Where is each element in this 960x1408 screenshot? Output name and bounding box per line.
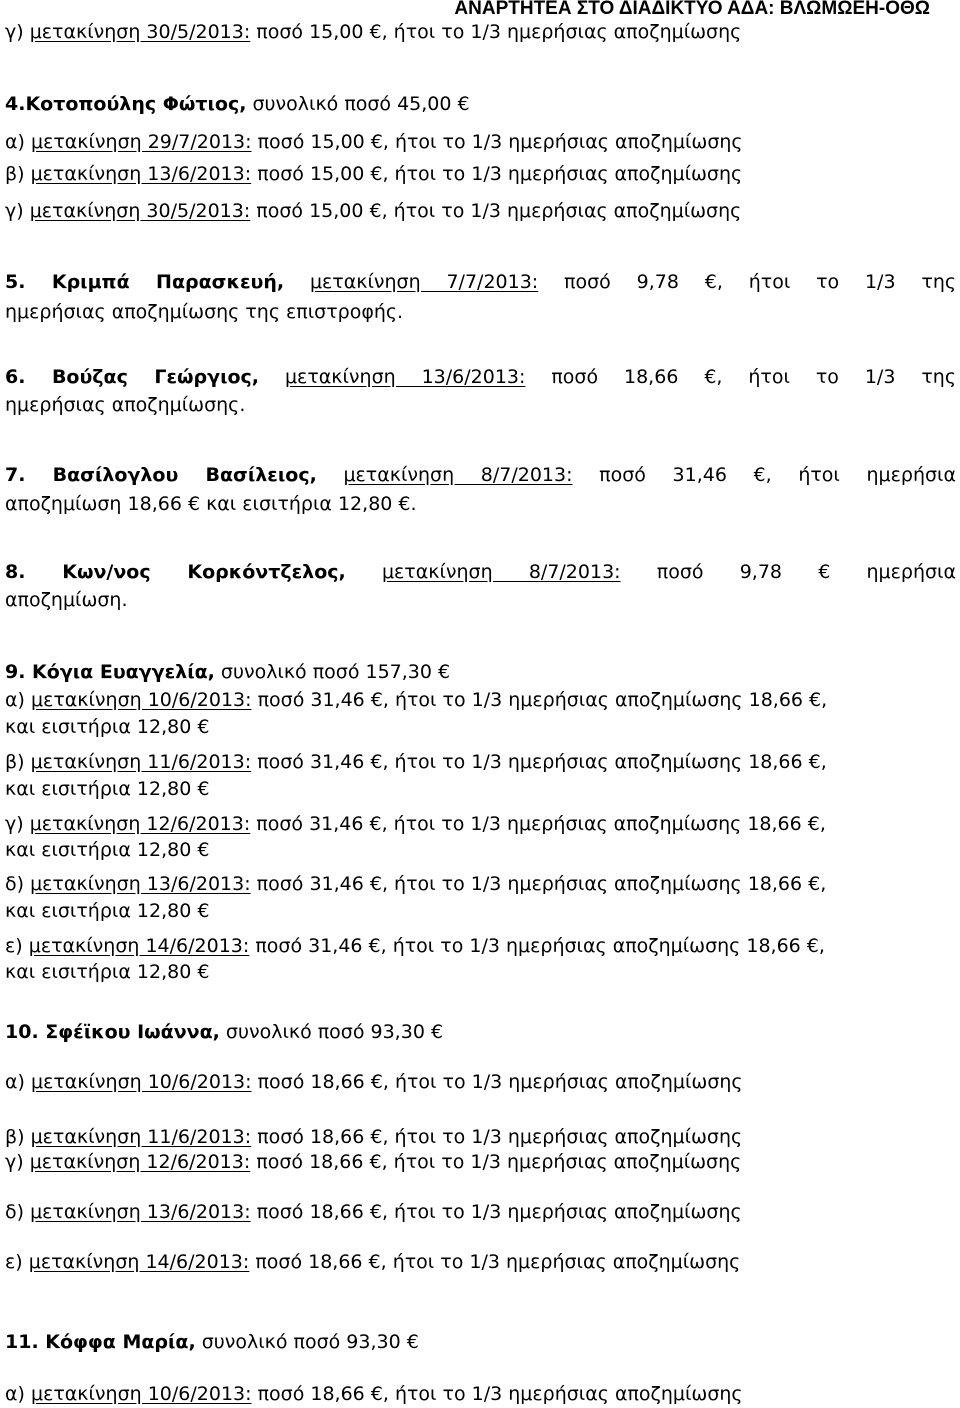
line-pre: α) — [5, 1071, 31, 1093]
line-rest: ποσό 18,66 €, ήτοι το 1/3 ημερήσιας αποζημίωσης — [249, 1251, 741, 1273]
line-rest: ποσό 18,66 €, ήτοι το 1/3 ημερήσιας αποζημίωσης — [251, 1126, 743, 1148]
line-pre: β) — [5, 751, 31, 773]
line-link: μετακίνηση 12/6/2013: — [29, 813, 251, 835]
text-line-l24 — [5, 960, 956, 984]
line-rest: ποσό 15,00 €, ήτοι το 1/3 ημερήσιας αποζημίωσης — [251, 131, 743, 153]
line-num: 7. Βασίλογλου Βασίλειος, — [5, 464, 317, 486]
line-rest: συνολικό ποσό 45,00 € — [246, 93, 470, 115]
text-line-l16 — [5, 715, 956, 739]
line-rest: ποσό 18,66 €, ήτοι το 1/3 ημερήσιας αποζημίωσης — [251, 1383, 743, 1405]
line-link: μετακίνηση 29/7/2013: — [30, 131, 252, 153]
text-line-l14 — [5, 660, 956, 684]
text-line-l10 — [5, 463, 956, 487]
line-link: μετακίνηση 13/6/2013: — [30, 1201, 251, 1223]
text-line-l28 — [5, 1150, 956, 1174]
line-pre: α) — [5, 689, 31, 711]
text-line-l01 — [5, 20, 956, 44]
line-rest: ποσό 31,46 €, ήτοι το 1/3 ημερήσιας αποζημίωσης 18,66 €, — [251, 689, 828, 711]
line-link: μετακίνηση 7/7/2013: — [309, 271, 539, 293]
line-link: μετακίνηση 8/7/2013: — [343, 464, 573, 486]
line-pre: α) — [5, 131, 31, 153]
line-text: ημερήσιας αποζημίωσης της επιστροφής. — [5, 301, 404, 323]
line-num: 9. Κόγια Ευαγγελία, — [5, 661, 215, 683]
line-text: και εισιτήρια 12,80 € — [5, 778, 210, 800]
line-pre: ε) — [5, 935, 29, 957]
line-num: 11. Κόφφα Μαρία, — [5, 1331, 196, 1353]
line-text: αποζημίωση. — [5, 589, 128, 611]
line-rest: ποσό 31,46 €, ήτοι το 1/3 ημερήσιας αποζημίωσης 18,66 €, — [251, 751, 827, 773]
line-rest: ποσό 31,46 €, ήτοι ημερήσια — [572, 464, 956, 486]
text-line-l06 — [5, 270, 956, 294]
line-rest: ποσό 9,78 €, ήτοι το 1/3 της — [538, 271, 957, 293]
line-pre: β) — [5, 1126, 31, 1148]
text-line-l22 — [5, 899, 956, 923]
line-pre: γ) — [5, 813, 30, 835]
document-header: ΑΝΑΡΤΗΤΕΑ ΣΤΟ ΔΙΑΔΙΚΤΥΟ ΑΔΑ: ΒΛΩΜΩΕΗ-ΟΘΩ — [454, 0, 930, 19]
text-line-l09 — [5, 393, 956, 417]
text-line-l02 — [5, 92, 956, 116]
line-num: 10. Σφέϊκου Ιωάννα, — [5, 1021, 220, 1043]
text-line-l18 — [5, 777, 956, 801]
line-rest: ποσό 31,46 €, ήτοι το 1/3 ημερήσιας αποζημίωσης 18,66 €, — [249, 935, 825, 957]
text-line-l07 — [5, 300, 956, 324]
line-num: 4.Κοτοπούλης Φώτιος, — [5, 93, 247, 115]
line-rest: ποσό 15,00 €, ήτοι το 1/3 ημερήσιας αποζημίωσης — [251, 163, 743, 185]
text-line-l17 — [5, 750, 956, 774]
text-line-l23 — [5, 934, 956, 958]
line-text: αποζημίωση 18,66 € και εισιτήρια 12,80 €. — [5, 493, 417, 515]
line-rest: συνολικό ποσό 93,30 € — [219, 1021, 444, 1043]
line-rest: ποσό 15,00 €, ήτοι το 1/3 ημερήσιας αποζημίωσης — [250, 200, 742, 222]
line-pre: β) — [5, 163, 31, 185]
line-link: μετακίνηση 8/7/2013: — [381, 561, 621, 583]
line-rest: ποσό 31,46 €, ήτοι το 1/3 ημερήσιας αποζημίωσης 18,66 €, — [250, 873, 827, 895]
text-line-l32 — [5, 1382, 956, 1406]
line-pre: δ) — [5, 1201, 31, 1223]
line-link: μετακίνηση 10/6/2013: — [30, 1383, 252, 1405]
line-num: 8. Κων/νος Κορκόντζελος, — [5, 561, 346, 583]
line-link: μετακίνηση 10/6/2013: — [30, 1071, 252, 1093]
line-text: και εισιτήρια 12,80 € — [5, 716, 210, 738]
text-line-l19 — [5, 812, 956, 836]
line-num: 5. Κριμπά Παρασκευή, — [5, 271, 285, 293]
text-line-l26 — [5, 1070, 956, 1094]
text-line-l03 — [5, 130, 956, 154]
text-line-l12 — [5, 560, 956, 584]
line-link: μετακίνηση 14/6/2013: — [28, 1251, 250, 1273]
line-link: μετακίνηση 13/6/2013: — [284, 366, 526, 388]
text-line-l27 — [5, 1125, 956, 1149]
line-rest: συνολικό ποσό 157,30 € — [214, 661, 451, 683]
text-line-l29 — [5, 1200, 956, 1224]
text-line-l31 — [5, 1330, 956, 1354]
line-rest: ποσό 31,46 €, ήτοι το 1/3 ημερήσιας αποζημίωσης 18,66 €, — [250, 813, 826, 835]
line-link: μετακίνηση 12/6/2013: — [29, 1151, 251, 1173]
line-pre: δ) — [5, 873, 31, 895]
line-link: μετακίνηση 13/6/2013: — [30, 163, 252, 185]
text-line-l08 — [5, 365, 956, 389]
line-rest: συνολικό ποσό 93,30 € — [195, 1331, 419, 1353]
text-line-l05 — [5, 199, 956, 223]
text-line-l11 — [5, 492, 956, 516]
line-pre: ε) — [5, 1251, 29, 1273]
line-link: μετακίνηση 30/5/2013: — [29, 21, 251, 43]
text-line-l20 — [5, 838, 956, 862]
line-num: 6. Βούζας Γεώργιος, — [5, 366, 260, 388]
line-rest: ποσό 18,66 €, ήτοι το 1/3 ημερήσιας αποζημίωσης — [250, 1201, 742, 1223]
line-text: και εισιτήρια 12,80 € — [5, 839, 210, 861]
text-line-l15 — [5, 688, 956, 712]
line-pre: γ) — [5, 21, 30, 43]
line-rest: ποσό 18,66 €, ήτοι το 1/3 ημερήσιας αποζημίωσης — [250, 1151, 742, 1173]
line-rest: ποσό 15,00 €, ήτοι το 1/3 ημερήσιας αποζημίωσης — [250, 21, 742, 43]
text-line-l21 — [5, 872, 956, 896]
line-link: μετακίνηση 11/6/2013: — [30, 751, 252, 773]
text-line-l25 — [5, 1020, 956, 1044]
line-text: ημερήσιας αποζημίωσης. — [5, 394, 246, 416]
text-line-l04 — [5, 162, 956, 186]
line-link: μετακίνηση 14/6/2013: — [28, 935, 250, 957]
line-link: μετακίνηση 10/6/2013: — [30, 689, 252, 711]
line-rest: ποσό 18,66 €, ήτοι το 1/3 ημερήσιας αποζημίωσης — [251, 1071, 743, 1093]
text-line-l30 — [5, 1250, 956, 1274]
text-line-l13 — [5, 588, 956, 612]
line-pre: α) — [5, 1383, 31, 1405]
line-pre: γ) — [5, 1151, 30, 1173]
line-link: μετακίνηση 11/6/2013: — [30, 1126, 252, 1148]
line-text: και εισιτήρια 12,80 € — [5, 961, 210, 983]
line-link: μετακίνηση 30/5/2013: — [29, 200, 251, 222]
line-pre: γ) — [5, 200, 30, 222]
line-link: μετακίνηση 13/6/2013: — [30, 873, 251, 895]
line-rest: ποσό 18,66 €, ήτοι το 1/3 της — [525, 366, 956, 388]
line-rest: ποσό 9,78 € ημερήσια — [620, 561, 956, 583]
line-text: και εισιτήρια 12,80 € — [5, 900, 210, 922]
